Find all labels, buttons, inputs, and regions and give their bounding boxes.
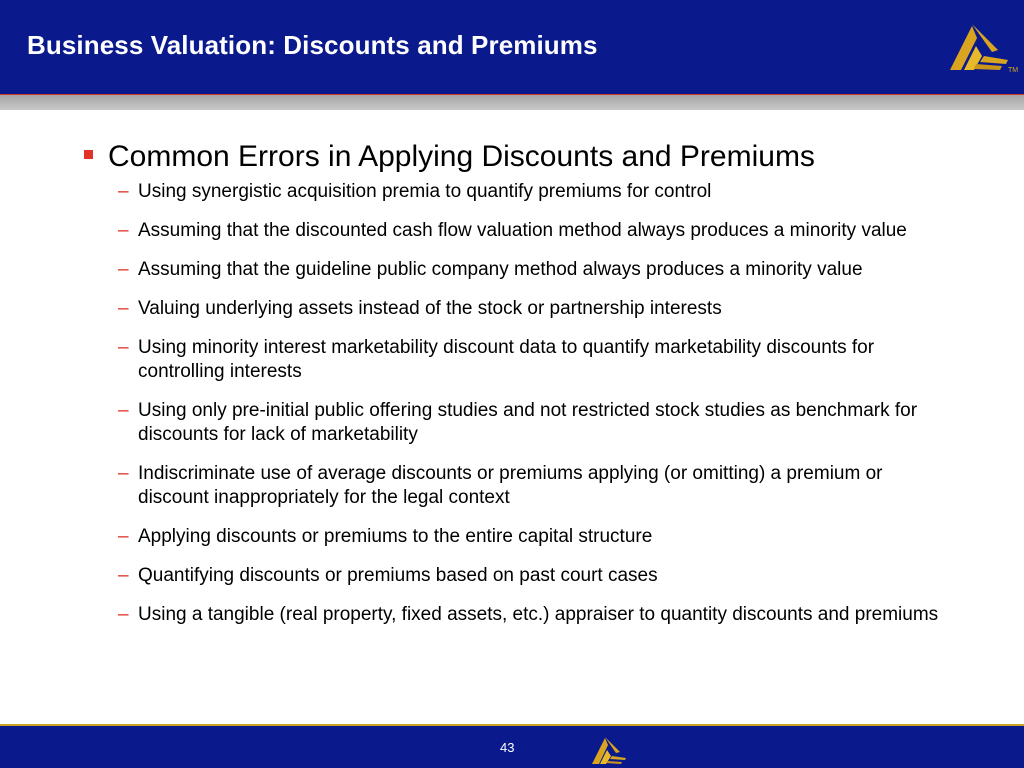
slide-header: [0, 0, 1024, 94]
logo-icon: [946, 16, 1024, 76]
sub-bullet: – Assuming that the discounted cash flow valuation method always produces a minority value: [118, 220, 907, 241]
page-number: 43: [500, 740, 515, 755]
sub-bullet: – Assuming that the guideline public company method always produces a minority value: [118, 259, 863, 280]
sub-bullet: – Using minority interest marketability discount data to quantify marketability discounts for controlling interests: [118, 337, 875, 382]
sub-bullet: – Indiscriminate use of average discounts or premiums applying (or omitting) a premium or discount inappropriately for the legal context: [118, 463, 883, 508]
sub-bullet: – Valuing underlying assets instead of the stock or partnership interests: [118, 298, 722, 319]
trademark: TM: [1008, 67, 1019, 74]
sub-bullet: – Using only pre-initial public offering studies and not restricted stock studies as benchmark for discounts for lack of marketability: [118, 400, 918, 445]
sub-bullet: – Quantifying discounts or premiums based on past court cases: [118, 565, 658, 586]
sub-bullet: – Using a tangible (real property, fixed assets, etc.) appraiser to quantity discounts and premiums: [118, 604, 939, 625]
main-bullet-text: Common Errors in Applying Discounts and Premiums: [108, 140, 815, 173]
square-bullet-icon: [84, 150, 93, 159]
sub-bullet-list: [118, 180, 958, 642]
header-divider: [0, 94, 1024, 110]
sub-bullet: – Applying discounts or premiums to the entire capital structure: [118, 526, 653, 547]
slide-footer: [0, 724, 1024, 768]
slide-title: Business Valuation: Discounts and Premiums: [27, 30, 598, 60]
logo-icon: [590, 732, 634, 768]
sub-bullet: – Using synergistic acquisition premia to quantify premiums for control: [118, 181, 712, 202]
